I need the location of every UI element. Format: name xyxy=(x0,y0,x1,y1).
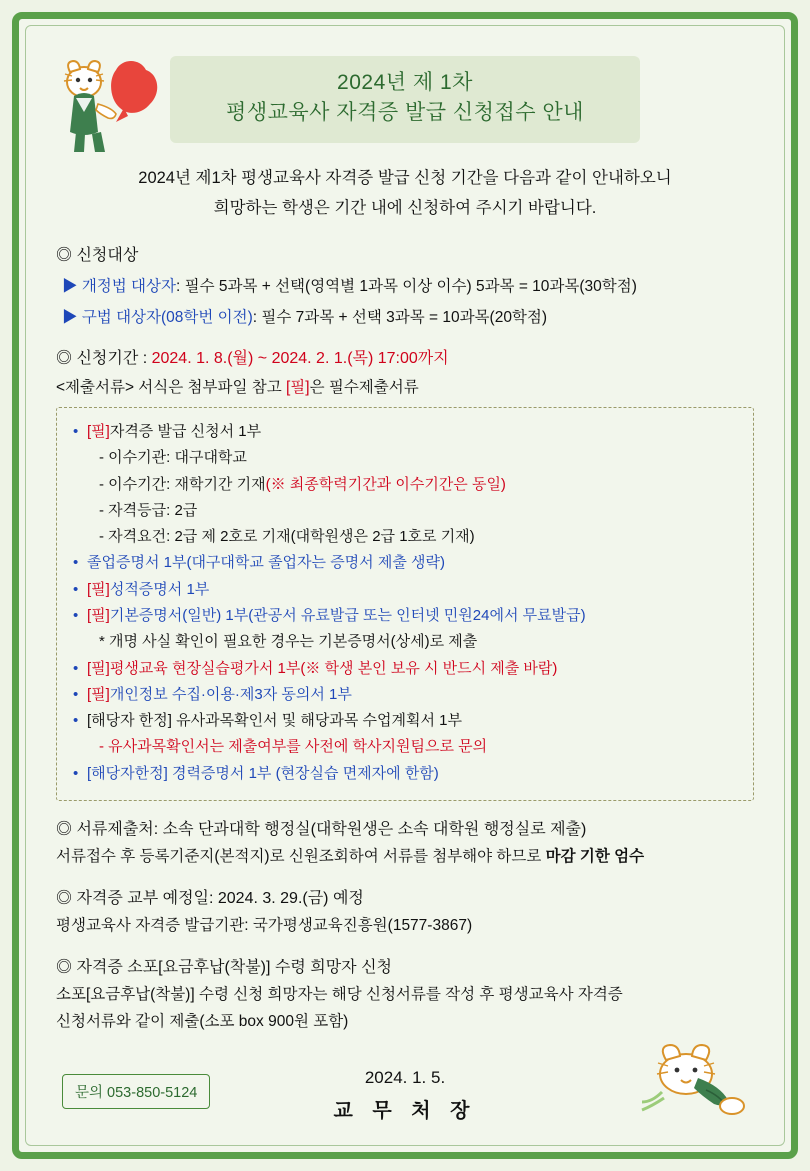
required-tag: [필] xyxy=(87,659,110,677)
target-item-2-label: 구법 대상자(08학번 이전) xyxy=(81,308,253,326)
intro-line-1: 2024년 제1차 평생교육사 자격증 발급 신청 기간을 다음과 같이 안내하오니 xyxy=(138,168,672,187)
submit-note-text: 서류접수 후 등록기준지(본적지)로 신원조회하여 서류를 첨부해야 하므로 xyxy=(56,847,546,865)
docs-note xyxy=(56,375,754,397)
list-subitem-text: - 이수기간: 재학기간 기재 xyxy=(99,475,266,493)
list-subitem: - 이수기관: 대구대학교 xyxy=(99,449,247,467)
docs-note-prefix: <제출서류> 서식은 첨부파일 참고 xyxy=(56,378,286,396)
signature-signer: 교 무 처 장 xyxy=(333,1100,477,1122)
list-item-text: 개인정보 수집·이용·제3자 동의서 1부 xyxy=(109,685,352,703)
list-item-text: 기본증명서(일반) 1부(관공서 유료발급 또는 인터넷 민원24에서 무료발급) xyxy=(109,606,586,624)
tiger-mascot-icon xyxy=(54,52,174,162)
intro-line-2: 희망하는 학생은 기간 내에 신청하여 주시기 바랍니다. xyxy=(213,199,597,218)
list-subitem-note: (※ 최종학력기간과 이수기간은 동일) xyxy=(265,475,506,493)
list-subitem: - 자격등급: 2급 xyxy=(99,501,198,519)
issue-heading: ◎ 자격증 교부 예정일: 2024. 3. 29.(금) 예정 xyxy=(56,890,364,908)
required-tag: [필] xyxy=(87,422,110,440)
target-item-1 xyxy=(56,274,754,296)
docs-note-suffix: 은 필수제출서류 xyxy=(309,378,419,396)
submit-heading: ◎ 서류제출처: 소속 단과대학 행정실(대학원생은 소속 대학원 행정실로 제출) xyxy=(56,821,587,839)
list-subitem xyxy=(73,735,739,759)
list-item xyxy=(73,762,739,786)
target-item-1-text: : 필수 5과목 + 선택(영역별 1과목 이상 이수) 5과목 = 10과목(30학점) xyxy=(175,277,637,295)
period-value: 2024. 1. 8.(월) ~ 2024. 2. 1.(목) 17:00까지 xyxy=(151,349,449,367)
target-item-2 xyxy=(56,305,754,327)
parcel-line-2: 신청서류와 같이 제출(소포 box 900원 포함) xyxy=(56,1012,349,1030)
list-subitem xyxy=(73,473,739,497)
list-item xyxy=(73,657,739,681)
list-item-text: 평생교육 현장실습평가서 1부(※ 학생 본인 보유 시 반드시 제출 바람) xyxy=(109,659,558,677)
title-line-1: 2024년 제 1차 xyxy=(337,71,473,94)
period-heading: ◎ 신청기간 : xyxy=(56,349,152,367)
page-title xyxy=(170,56,640,143)
list-item xyxy=(73,604,739,628)
poster-container xyxy=(12,12,798,1159)
submit-note-emphasis: 마감 기한 엄수 xyxy=(545,847,645,865)
parcel-line-1: 소포[요금후납(착불)] 수령 신청 희망자는 해당 신청서류를 작성 후 평생교육사 자격증 xyxy=(56,985,623,1003)
parcel-section xyxy=(56,954,754,1035)
list-item-text: 자격증 발급 신청서 1부 xyxy=(109,422,262,440)
list-subitem-text: - 유사과목확인서는 제출여부를 사전에 학사지원팀으로 문의 xyxy=(99,738,488,756)
document-list xyxy=(56,407,754,801)
title-line-2: 평생교육사 자격증 발급 신청접수 안내 xyxy=(226,101,584,125)
list-subitem: * 개명 사실 확인이 필요한 경우는 기본증명서(상세)로 제출 xyxy=(99,633,478,651)
list-item xyxy=(73,551,739,575)
signature-date: 2024. 1. 5. xyxy=(364,1068,446,1087)
list-item-text: [해당자 한정] 유사과목확인서 및 해당과목 수업계획서 1부 xyxy=(87,712,462,730)
intro-text xyxy=(56,163,754,224)
list-item xyxy=(73,420,739,444)
triangle-marker-icon: ▶ xyxy=(62,308,78,326)
parcel-heading: ◎ 자격증 소포[요금후납(착불)] 수령 희망자 신청 xyxy=(56,959,392,977)
required-tag: [필] xyxy=(87,580,110,598)
poster-inner-frame xyxy=(25,25,785,1146)
list-item xyxy=(73,683,739,707)
submit-section xyxy=(56,816,754,870)
tiger-mascot-graduate-icon xyxy=(628,1032,758,1127)
list-subitem: - 자격요건: 2급 제 2호로 기재(대학원생은 2급 1호로 기재) xyxy=(99,528,475,546)
contact-badge: 문의 053-850-5124 xyxy=(62,1074,210,1109)
issue-section xyxy=(56,885,754,939)
issue-agency: 평생교육사 자격증 발급기관: 국가평생교육진흥원(1577-3867) xyxy=(56,916,473,934)
target-item-1-label: 개정법 대상자 xyxy=(81,277,176,295)
list-item-text: 졸업증명서 1부(대구대학교 졸업자는 증명서 제출 생략) xyxy=(87,554,445,572)
required-tag: [필] xyxy=(87,606,110,624)
required-tag: [필] xyxy=(87,685,110,703)
list-item xyxy=(73,578,739,602)
period-row xyxy=(56,345,754,368)
list-item-text: 성적증명서 1부 xyxy=(109,580,210,598)
list-item-text: [해당자한정] 경력증명서 1부 (현장실습 면제자에 한함) xyxy=(87,764,439,782)
submit-note xyxy=(56,844,754,871)
target-item-2-text: : 필수 7과목 + 선택 3과목 = 10과목(20학점) xyxy=(252,308,548,326)
triangle-marker-icon: ▶ xyxy=(62,277,78,295)
docs-note-tag: [필] xyxy=(285,378,310,396)
target-heading: ◎ 신청대상 xyxy=(56,246,139,264)
list-item xyxy=(73,709,739,733)
